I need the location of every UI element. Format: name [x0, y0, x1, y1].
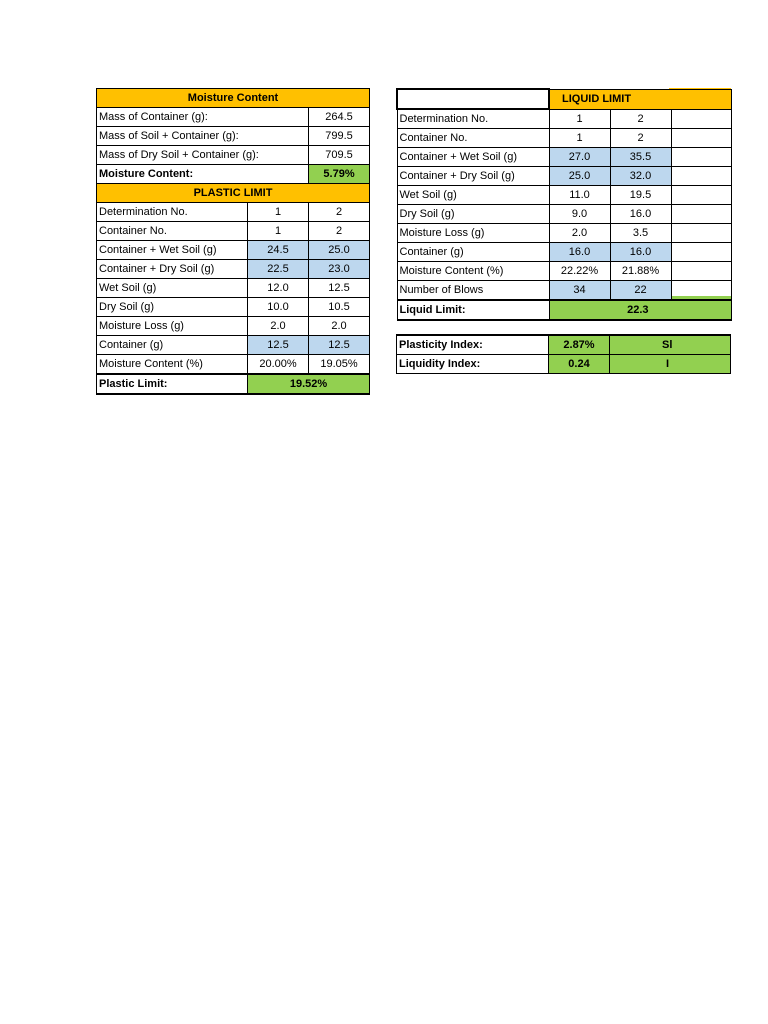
- plastic-row-v2: 19.05%: [309, 355, 370, 375]
- plastic-result-value: 19.52%: [248, 374, 370, 394]
- moisture-result-value: 5.79%: [309, 165, 370, 184]
- liquidity-index-extra: I: [610, 355, 731, 374]
- plastic-row-v1: 12.0: [248, 279, 309, 298]
- indices-table: [396, 334, 731, 374]
- plasticity-index-value: 2.87%: [549, 335, 610, 355]
- plastic-row-label: Moisture Loss (g): [97, 317, 248, 336]
- liquid-row-empty: [671, 129, 731, 148]
- plastic-row-v2: 2: [309, 203, 370, 222]
- plastic-row-v2: 12.5: [309, 336, 370, 355]
- liquid-row-label: Determination No.: [397, 109, 549, 129]
- liquid-row-label: Container + Dry Soil (g): [397, 167, 549, 186]
- liquid-limit-title: LIQUID LIMIT: [549, 89, 731, 109]
- liquid-row-v2: 2: [610, 129, 671, 148]
- plastic-limit-title: PLASTIC LIMIT: [97, 184, 370, 203]
- plasticity-index-label: Plasticity Index:: [397, 335, 549, 355]
- liquid-row-v2: 19.5: [610, 186, 671, 205]
- liquid-row-v1: 25.0: [549, 167, 610, 186]
- liquid-row-label: Moisture Loss (g): [397, 224, 549, 243]
- plastic-row-v2: 2.0: [309, 317, 370, 336]
- liquid-row-label: Moisture Content (%): [397, 262, 549, 281]
- liquid-row-v2: 2: [610, 109, 671, 129]
- plastic-row-v1: 20.00%: [248, 355, 309, 375]
- liquid-row-label: Number of Blows: [397, 281, 549, 301]
- liquid-limit-table: [396, 88, 732, 321]
- plastic-row-label: Moisture Content (%): [97, 355, 248, 375]
- liquid-row-label: Container + Wet Soil (g): [397, 148, 549, 167]
- plastic-row-v1: 12.5: [248, 336, 309, 355]
- moisture-row-label: Mass of Container (g):: [97, 108, 309, 127]
- plastic-row-v1: 1: [248, 222, 309, 241]
- plastic-row-label: Determination No.: [97, 203, 248, 222]
- liquid-row-v2: 21.88%: [610, 262, 671, 281]
- liquid-row-v2: 16.0: [610, 243, 671, 262]
- plastic-row-v2: 23.0: [309, 260, 370, 279]
- plastic-row-v2: 2: [309, 222, 370, 241]
- liquid-row-v1: 11.0: [549, 186, 610, 205]
- liquid-row-v1: 34: [549, 281, 610, 301]
- liquid-row-label: Container No.: [397, 129, 549, 148]
- liquid-row-empty: [671, 167, 731, 186]
- liquid-row-v1: 2.0: [549, 224, 610, 243]
- plastic-row-label: Container + Dry Soil (g): [97, 260, 248, 279]
- plastic-result-label: Plastic Limit:: [97, 374, 248, 394]
- liquid-row-v1: 27.0: [549, 148, 610, 167]
- liquid-row-empty: [671, 262, 731, 281]
- plastic-row-label: Wet Soil (g): [97, 279, 248, 298]
- liquid-row-empty: [671, 148, 731, 167]
- liquid-row-empty: [671, 243, 731, 262]
- moisture-row-value: 264.5: [309, 108, 370, 127]
- liquid-row-v2: 3.5: [610, 224, 671, 243]
- right-table-clip: [396, 88, 673, 388]
- liquidity-index-value: 0.24: [549, 355, 610, 374]
- plastic-row-v1: 2.0: [248, 317, 309, 336]
- liquid-row-empty: [671, 109, 731, 129]
- plasticity-index-extra: Sl: [610, 335, 731, 355]
- plastic-row-label: Container (g): [97, 336, 248, 355]
- plastic-row-v1: 24.5: [248, 241, 309, 260]
- liquid-row-empty: [671, 186, 731, 205]
- liquid-row-label: Dry Soil (g): [397, 205, 549, 224]
- plastic-row-label: Dry Soil (g): [97, 298, 248, 317]
- liquid-row-empty: [671, 224, 731, 243]
- moisture-row-label: Mass of Dry Soil + Container (g):: [97, 146, 309, 165]
- moisture-row-label: Mass of Soil + Container (g):: [97, 127, 309, 146]
- liquid-row-label: Container (g): [397, 243, 549, 262]
- liquid-row-v1: 1: [549, 109, 610, 129]
- liquid-row-label: Wet Soil (g): [397, 186, 549, 205]
- liquid-row-v1: 16.0: [549, 243, 610, 262]
- liquid-row-empty: [671, 281, 731, 301]
- moisture-row-value: 799.5: [309, 127, 370, 146]
- liquid-row-empty: [671, 205, 731, 224]
- plastic-row-label: Container + Wet Soil (g): [97, 241, 248, 260]
- liquid-header-blank: [397, 89, 549, 109]
- plastic-row-v2: 25.0: [309, 241, 370, 260]
- moisture-content-title: Moisture Content: [97, 89, 370, 108]
- liquid-row-v1: 22.22%: [549, 262, 610, 281]
- liquid-result-label: Liquid Limit:: [397, 300, 549, 320]
- liquid-row-v2: 16.0: [610, 205, 671, 224]
- liquidity-index-label: Liquidity Index:: [397, 355, 549, 374]
- plastic-row-label: Container No.: [97, 222, 248, 241]
- plastic-row-v1: 10.0: [248, 298, 309, 317]
- left-table: [96, 88, 370, 395]
- plastic-row-v2: 12.5: [309, 279, 370, 298]
- liquid-row-v1: 9.0: [549, 205, 610, 224]
- plastic-row-v2: 10.5: [309, 298, 370, 317]
- liquid-row-v2: 22: [610, 281, 671, 301]
- moisture-row-value: 709.5: [309, 146, 370, 165]
- plastic-row-v1: 22.5: [248, 260, 309, 279]
- liquid-result-value: 22.3: [549, 300, 731, 320]
- plastic-row-v1: 1: [248, 203, 309, 222]
- liquid-row-v2: 35.5: [610, 148, 671, 167]
- liquid-row-v2: 32.0: [610, 167, 671, 186]
- moisture-result-label: Moisture Content:: [97, 165, 309, 184]
- liquid-row-v1: 1: [549, 129, 610, 148]
